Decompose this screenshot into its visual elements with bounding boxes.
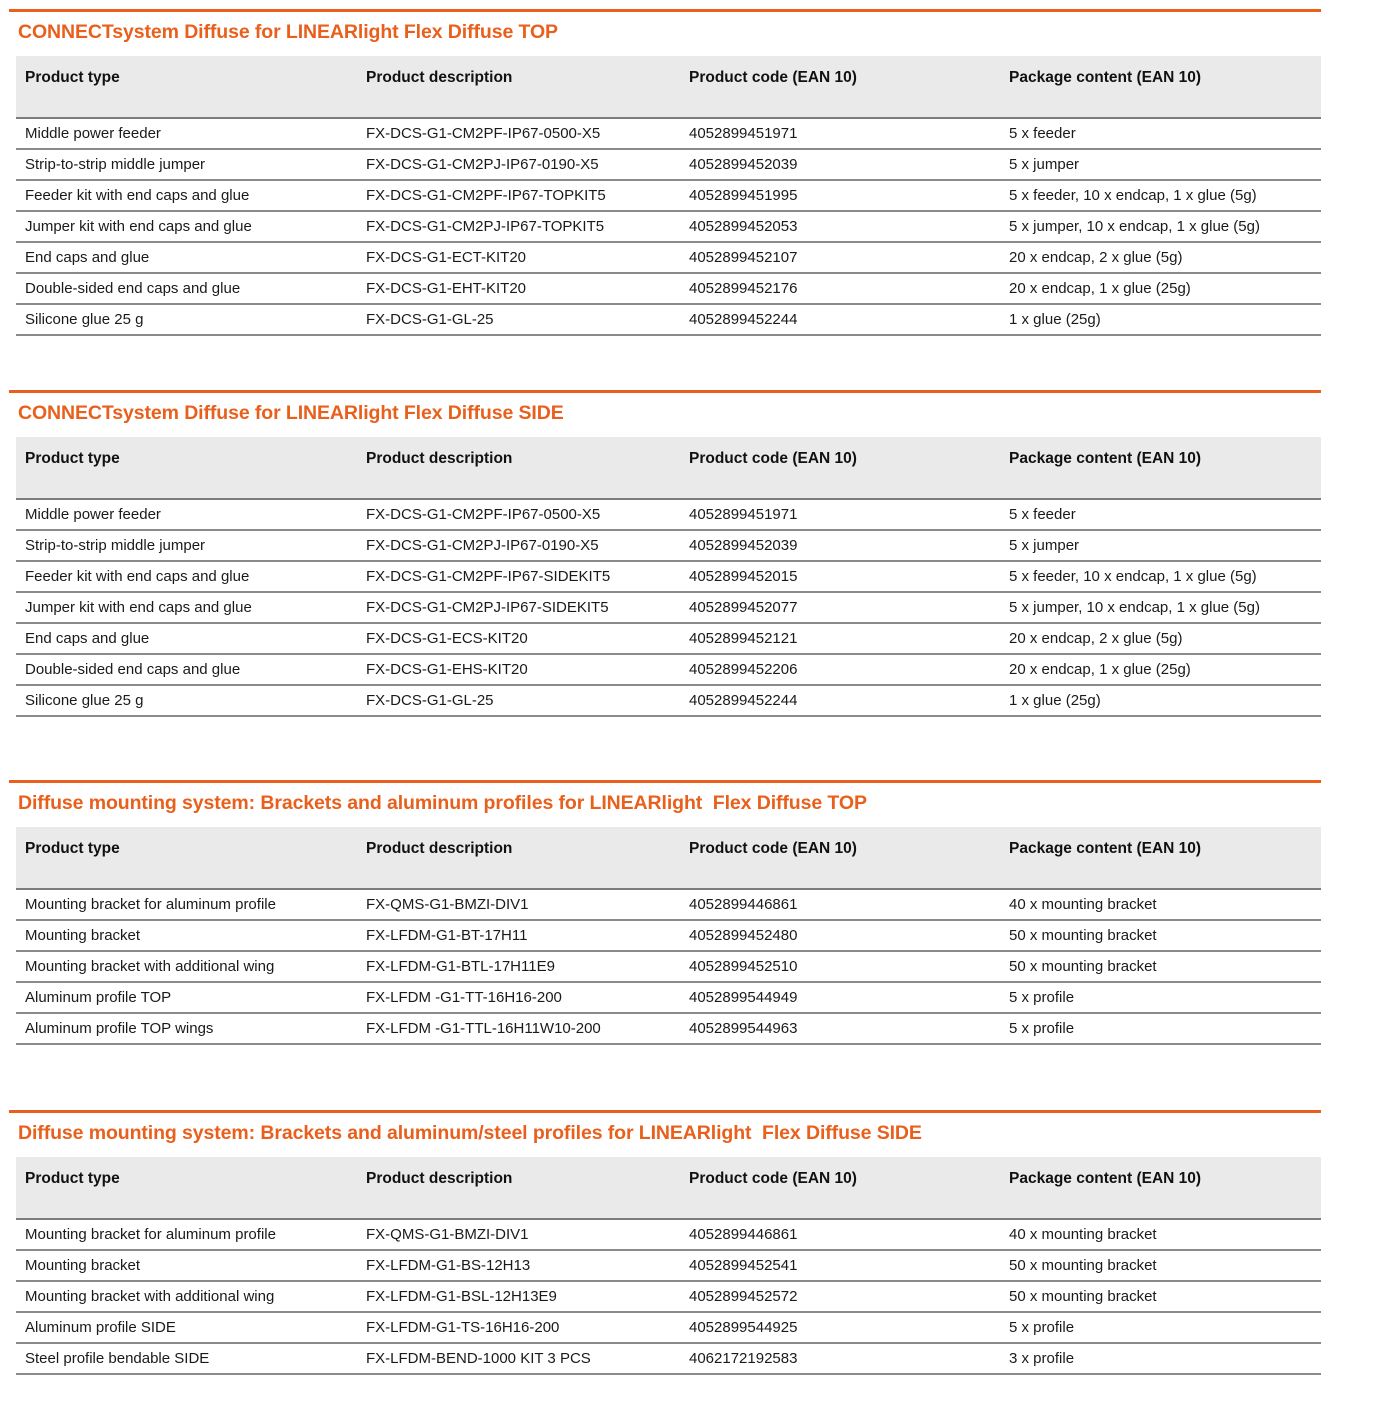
cell-package-content: 5 x profile <box>1000 982 1321 1013</box>
cell-product-code: 4052899452244 <box>680 685 1000 716</box>
table-header-row <box>16 56 1321 118</box>
cell-package-content: 5 x feeder <box>1000 118 1321 149</box>
column-header-product-description: Product description <box>357 437 680 499</box>
cell-product-code: 4052899452480 <box>680 920 1000 951</box>
cell-product-type: Jumper kit with end caps and glue <box>16 592 357 623</box>
product-table <box>16 827 1321 1045</box>
cell-product-code: 4052899452176 <box>680 273 1000 304</box>
cell-package-content: 50 x mounting bracket <box>1000 1281 1321 1312</box>
cell-package-content: 20 x endcap, 2 x glue (5g) <box>1000 242 1321 273</box>
column-header-product-description: Product description <box>357 56 680 118</box>
cell-product-type: Middle power feeder <box>16 118 357 149</box>
cell-package-content: 5 x jumper <box>1000 149 1321 180</box>
table-row <box>16 623 1321 654</box>
cell-package-content: 20 x endcap, 2 x glue (5g) <box>1000 623 1321 654</box>
cell-product-description: FX-LFDM-G1-BSL-12H13E9 <box>357 1281 680 1312</box>
cell-product-description: FX-LFDM -G1-TTL-16H11W10-200 <box>357 1013 680 1044</box>
cell-product-code: 4052899452121 <box>680 623 1000 654</box>
column-header-package-content: Package content (EAN 10) <box>1000 56 1321 118</box>
cell-package-content: 5 x feeder, 10 x endcap, 1 x glue (5g) <box>1000 180 1321 211</box>
table-row <box>16 1219 1321 1250</box>
table-row <box>16 1013 1321 1044</box>
table-row <box>16 561 1321 592</box>
cell-package-content: 50 x mounting bracket <box>1000 951 1321 982</box>
table-header <box>16 437 1321 499</box>
cell-product-description: FX-DCS-G1-EHT-KIT20 <box>357 273 680 304</box>
cell-product-description: FX-LFDM-G1-BTL-17H11E9 <box>357 951 680 982</box>
table-row <box>16 685 1321 716</box>
table-header <box>16 1157 1321 1219</box>
cell-product-type: Double-sided end caps and glue <box>16 654 357 685</box>
cell-product-description: FX-DCS-G1-EHS-KIT20 <box>357 654 680 685</box>
column-header-product-code: Product code (EAN 10) <box>680 827 1000 889</box>
cell-product-type: Mounting bracket <box>16 920 357 951</box>
cell-product-type: Mounting bracket <box>16 1250 357 1281</box>
column-header-package-content: Package content (EAN 10) <box>1000 437 1321 499</box>
column-header-package-content: Package content (EAN 10) <box>1000 1157 1321 1219</box>
column-header-product-type: Product type <box>16 827 357 889</box>
section-title: Diffuse mounting system: Brackets and aluminum profiles for LINEARlight Flex Diffuse TOP <box>18 792 867 814</box>
cell-product-type: Strip-to-strip middle jumper <box>16 149 357 180</box>
cell-product-description: FX-DCS-G1-GL-25 <box>357 685 680 716</box>
table-row <box>16 1281 1321 1312</box>
table-row <box>16 889 1321 920</box>
cell-package-content: 1 x glue (25g) <box>1000 304 1321 335</box>
cell-package-content: 40 x mounting bracket <box>1000 1219 1321 1250</box>
cell-product-type: Mounting bracket for aluminum profile <box>16 889 357 920</box>
cell-product-description: FX-DCS-G1-CM2PF-IP67-0500-X5 <box>357 118 680 149</box>
cell-product-type: Mounting bracket for aluminum profile <box>16 1219 357 1250</box>
product-table <box>16 437 1321 717</box>
column-header-product-type: Product type <box>16 437 357 499</box>
cell-product-description: FX-DCS-G1-CM2PJ-IP67-SIDEKIT5 <box>357 592 680 623</box>
column-header-product-code: Product code (EAN 10) <box>680 56 1000 118</box>
cell-product-code: 4052899544925 <box>680 1312 1000 1343</box>
section-connectsystem-top <box>9 9 1321 336</box>
cell-package-content: 20 x endcap, 1 x glue (25g) <box>1000 273 1321 304</box>
cell-package-content: 5 x jumper, 10 x endcap, 1 x glue (5g) <box>1000 592 1321 623</box>
cell-package-content: 5 x profile <box>1000 1312 1321 1343</box>
cell-product-description: FX-LFDM-G1-BS-12H13 <box>357 1250 680 1281</box>
column-header-package-content: Package content (EAN 10) <box>1000 827 1321 889</box>
cell-product-description: FX-DCS-G1-CM2PF-IP67-TOPKIT5 <box>357 180 680 211</box>
cell-product-description: FX-LFDM -G1-TT-16H16-200 <box>357 982 680 1013</box>
section-title: Diffuse mounting system: Brackets and aluminum/steel profiles for LINEARlight Flex Diffuse SIDE <box>18 1122 922 1144</box>
table-body <box>16 499 1321 716</box>
table-row <box>16 242 1321 273</box>
cell-product-type: End caps and glue <box>16 242 357 273</box>
cell-product-description: FX-LFDM-BEND-1000 KIT 3 PCS <box>357 1343 680 1374</box>
column-header-product-code: Product code (EAN 10) <box>680 437 1000 499</box>
cell-product-code: 4052899452039 <box>680 149 1000 180</box>
cell-product-type: Aluminum profile TOP <box>16 982 357 1013</box>
table-header <box>16 56 1321 118</box>
cell-product-code: 4052899452572 <box>680 1281 1000 1312</box>
table-row <box>16 1343 1321 1374</box>
table-row <box>16 982 1321 1013</box>
column-header-product-description: Product description <box>357 1157 680 1219</box>
cell-package-content: 50 x mounting bracket <box>1000 1250 1321 1281</box>
table-row <box>16 654 1321 685</box>
table-body <box>16 889 1321 1044</box>
cell-product-type: Aluminum profile SIDE <box>16 1312 357 1343</box>
cell-product-description: FX-QMS-G1-BMZI-DIV1 <box>357 889 680 920</box>
section-title: CONNECTsystem Diffuse for LINEARlight Flex Diffuse TOP <box>18 21 558 43</box>
cell-product-description: FX-DCS-G1-ECT-KIT20 <box>357 242 680 273</box>
cell-package-content: 20 x endcap, 1 x glue (25g) <box>1000 654 1321 685</box>
table-row <box>16 951 1321 982</box>
cell-product-description: FX-DCS-G1-CM2PJ-IP67-0190-X5 <box>357 530 680 561</box>
cell-product-description: FX-DCS-G1-CM2PJ-IP67-0190-X5 <box>357 149 680 180</box>
cell-product-type: Silicone glue 25 g <box>16 304 357 335</box>
table-header <box>16 827 1321 889</box>
cell-package-content: 3 x profile <box>1000 1343 1321 1374</box>
cell-product-type: Silicone glue 25 g <box>16 685 357 716</box>
table-row <box>16 180 1321 211</box>
cell-package-content: 5 x profile <box>1000 1013 1321 1044</box>
cell-product-description: FX-DCS-G1-CM2PF-IP67-SIDEKIT5 <box>357 561 680 592</box>
cell-product-type: Middle power feeder <box>16 499 357 530</box>
cell-product-description: FX-DCS-G1-CM2PF-IP67-0500-X5 <box>357 499 680 530</box>
cell-product-code: 4052899451971 <box>680 499 1000 530</box>
cell-product-code: 4062172192583 <box>680 1343 1000 1374</box>
cell-product-description: FX-DCS-G1-CM2PJ-IP67-TOPKIT5 <box>357 211 680 242</box>
cell-product-type: Double-sided end caps and glue <box>16 273 357 304</box>
cell-product-type: Feeder kit with end caps and glue <box>16 180 357 211</box>
product-table <box>16 56 1321 336</box>
column-header-product-code: Product code (EAN 10) <box>680 1157 1000 1219</box>
cell-product-type: Aluminum profile TOP wings <box>16 1013 357 1044</box>
cell-package-content: 50 x mounting bracket <box>1000 920 1321 951</box>
column-header-product-description: Product description <box>357 827 680 889</box>
cell-product-description: FX-LFDM-G1-TS-16H16-200 <box>357 1312 680 1343</box>
cell-product-code: 4052899544963 <box>680 1013 1000 1044</box>
cell-product-code: 4052899544949 <box>680 982 1000 1013</box>
section-title: CONNECTsystem Diffuse for LINEARlight Flex Diffuse SIDE <box>18 402 564 424</box>
table-row <box>16 920 1321 951</box>
table-row <box>16 499 1321 530</box>
cell-product-code: 4052899446861 <box>680 889 1000 920</box>
cell-package-content: 5 x jumper <box>1000 530 1321 561</box>
table-row <box>16 1250 1321 1281</box>
cell-product-description: FX-LFDM-G1-BT-17H11 <box>357 920 680 951</box>
table-row <box>16 1312 1321 1343</box>
cell-package-content: 40 x mounting bracket <box>1000 889 1321 920</box>
product-table <box>16 1157 1321 1375</box>
table-body <box>16 1219 1321 1374</box>
cell-product-type: Feeder kit with end caps and glue <box>16 561 357 592</box>
table-header-row <box>16 437 1321 499</box>
section-mounting-top <box>9 780 1321 1045</box>
cell-product-description: FX-DCS-G1-ECS-KIT20 <box>357 623 680 654</box>
table-row <box>16 592 1321 623</box>
table-row <box>16 530 1321 561</box>
table-row <box>16 304 1321 335</box>
table-body <box>16 118 1321 335</box>
cell-product-code: 4052899452206 <box>680 654 1000 685</box>
cell-product-code: 4052899452053 <box>680 211 1000 242</box>
table-header-row <box>16 827 1321 889</box>
cell-product-code: 4052899451995 <box>680 180 1000 211</box>
cell-product-code: 4052899452107 <box>680 242 1000 273</box>
cell-product-code: 4052899452077 <box>680 592 1000 623</box>
cell-product-type: Jumper kit with end caps and glue <box>16 211 357 242</box>
table-row <box>16 118 1321 149</box>
cell-package-content: 5 x feeder <box>1000 499 1321 530</box>
cell-product-type: Steel profile bendable SIDE <box>16 1343 357 1374</box>
cell-product-code: 4052899452244 <box>680 304 1000 335</box>
table-row <box>16 149 1321 180</box>
cell-product-code: 4052899446861 <box>680 1219 1000 1250</box>
cell-product-description: FX-QMS-G1-BMZI-DIV1 <box>357 1219 680 1250</box>
cell-product-code: 4052899451971 <box>680 118 1000 149</box>
cell-product-type: Strip-to-strip middle jumper <box>16 530 357 561</box>
table-row <box>16 273 1321 304</box>
cell-product-code: 4052899452510 <box>680 951 1000 982</box>
section-connectsystem-side <box>9 390 1321 717</box>
section-mounting-side <box>9 1110 1321 1375</box>
cell-product-code: 4052899452039 <box>680 530 1000 561</box>
column-header-product-type: Product type <box>16 1157 357 1219</box>
cell-package-content: 1 x glue (25g) <box>1000 685 1321 716</box>
cell-package-content: 5 x jumper, 10 x endcap, 1 x glue (5g) <box>1000 211 1321 242</box>
cell-product-type: End caps and glue <box>16 623 357 654</box>
cell-product-type: Mounting bracket with additional wing <box>16 1281 357 1312</box>
cell-product-type: Mounting bracket with additional wing <box>16 951 357 982</box>
cell-product-description: FX-DCS-G1-GL-25 <box>357 304 680 335</box>
cell-package-content: 5 x feeder, 10 x endcap, 1 x glue (5g) <box>1000 561 1321 592</box>
cell-product-code: 4052899452015 <box>680 561 1000 592</box>
cell-product-code: 4052899452541 <box>680 1250 1000 1281</box>
table-row <box>16 211 1321 242</box>
column-header-product-type: Product type <box>16 56 357 118</box>
table-header-row <box>16 1157 1321 1219</box>
